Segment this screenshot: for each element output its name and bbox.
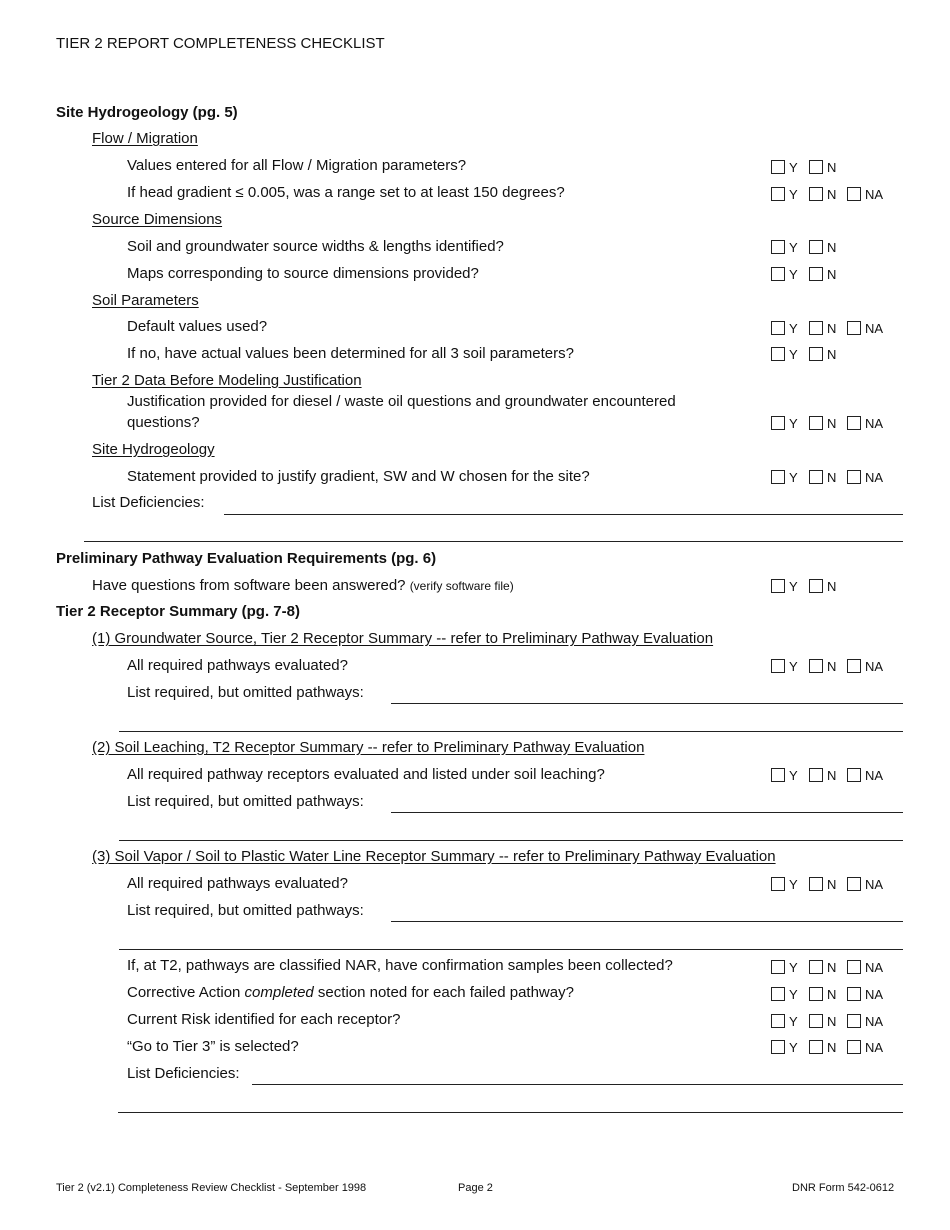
checkbox-n[interactable] — [809, 659, 823, 673]
receptor-deficiencies-line-2[interactable] — [118, 1112, 903, 1113]
subsection-site-hydrogeology: Site Hydrogeology — [92, 441, 215, 458]
checkbox-n[interactable] — [809, 160, 823, 174]
checkbox-y[interactable] — [771, 240, 785, 254]
yn-source-widths: Y N — [771, 239, 847, 255]
checkbox-na[interactable] — [847, 960, 861, 974]
checkbox-y[interactable] — [771, 579, 785, 593]
checkbox-y[interactable] — [771, 416, 785, 430]
checkbox-n[interactable] — [809, 267, 823, 281]
list-deficiencies-label: List Deficiencies: — [92, 494, 205, 511]
ynna-head-gradient: Y N NA — [771, 186, 883, 202]
checkbox-y[interactable] — [771, 187, 785, 201]
ynna-s2-receptors: Y N NA — [771, 767, 883, 783]
subsection-soil-parameters: Soil Parameters — [92, 292, 199, 309]
subsection-flow-migration: Flow / Migration — [92, 130, 198, 147]
deficiencies-line-1[interactable] — [224, 514, 903, 515]
ynna-gradient-statement: Y N NA — [771, 469, 883, 485]
checkbox-n[interactable] — [809, 187, 823, 201]
checkbox-n[interactable] — [809, 579, 823, 593]
omitted-line-s3-1[interactable] — [391, 921, 903, 922]
question-flow-values: Values entered for all Flow / Migration parameters? — [127, 157, 467, 174]
checkbox-na[interactable] — [847, 321, 861, 335]
checkbox-n[interactable] — [809, 877, 823, 891]
subsection-tier2-data: Tier 2 Data Before Modeling Justification — [92, 372, 362, 389]
question-nar-samples: If, at T2, pathways are classified NAR, have confirmation samples been collected? — [127, 957, 673, 974]
checkbox-na[interactable] — [847, 470, 861, 484]
checkbox-n[interactable] — [809, 987, 823, 1001]
yn-source-maps: Y N — [771, 266, 847, 282]
question-justification-line2: questions? — [127, 414, 200, 431]
footer-left: Tier 2 (v2.1) Completeness Review Checklist - September 1998 — [56, 1182, 367, 1194]
list-omitted-label-s2: List required, but omitted pathways: — [127, 793, 364, 810]
section-title-receptor-summary: Tier 2 Receptor Summary (pg. 7-8) — [56, 603, 300, 620]
omitted-line-s2-2[interactable] — [119, 840, 903, 841]
ynna-current-risk: Y N NA — [771, 1013, 883, 1029]
checkbox-y[interactable] — [771, 160, 785, 174]
list-deficiencies-label-receptor: List Deficiencies: — [127, 1065, 240, 1082]
section-title-preliminary-pathway: Preliminary Pathway Evaluation Requirements (pg. 6) — [56, 550, 437, 567]
checkbox-n[interactable] — [809, 347, 823, 361]
question-actual-values: If no, have actual values been determined for all 3 soil parameters? — [127, 345, 574, 362]
deficiencies-line-2[interactable] — [84, 541, 903, 542]
checkbox-y[interactable] — [771, 470, 785, 484]
footer-form-number: DNR Form 542-0612 — [792, 1182, 895, 1194]
omitted-line-s3-2[interactable] — [119, 949, 903, 950]
checkbox-y[interactable] — [771, 659, 785, 673]
question-head-gradient: If head gradient ≤ 0.005, was a range set to at least 150 degrees? — [127, 184, 565, 201]
ynna-corrective-action: Y N NA — [771, 986, 883, 1002]
checkbox-n[interactable] — [809, 321, 823, 335]
question-default-values: Default values used? — [127, 318, 268, 335]
list-omitted-label-s3: List required, but omitted pathways: — [127, 902, 364, 919]
question-source-maps: Maps corresponding to source dimensions provided? — [127, 265, 479, 282]
question-go-to-tier3: “Go to Tier 3” is selected? — [127, 1038, 299, 1055]
checkbox-y[interactable] — [771, 1040, 785, 1054]
question-gradient-statement: Statement provided to justify gradient, SW and W chosen for the site? — [127, 468, 590, 485]
list-omitted-label-s1: List required, but omitted pathways: — [127, 684, 364, 701]
checkbox-na[interactable] — [847, 768, 861, 782]
checkbox-y[interactable] — [771, 877, 785, 891]
checkbox-n[interactable] — [809, 768, 823, 782]
subsection-soil-vapor: (3) Soil Vapor / Soil to Plastic Water Line Receptor Summary -- refer to Preliminary Pathway Evaluation — [92, 848, 776, 865]
ynna-justification: Y N NA — [771, 415, 883, 431]
question-s1-pathways: All required pathways evaluated? — [127, 657, 348, 674]
question-s2-receptors: All required pathway receptors evaluated and listed under soil leaching? — [127, 766, 605, 783]
page-header-title: TIER 2 REPORT COMPLETENESS CHECKLIST — [56, 35, 385, 52]
omitted-line-s1-2[interactable] — [119, 731, 903, 732]
ynna-s3-pathways: Y N NA — [771, 876, 883, 892]
checkbox-y[interactable] — [771, 267, 785, 281]
omitted-line-s1-1[interactable] — [391, 703, 903, 704]
omitted-line-s2-1[interactable] — [391, 812, 903, 813]
receptor-deficiencies-line-1[interactable] — [252, 1084, 903, 1085]
checkbox-na[interactable] — [847, 1040, 861, 1054]
question-corrective-action: Corrective Action completed section noted for each failed pathway? — [127, 984, 574, 1001]
checkbox-n[interactable] — [809, 240, 823, 254]
subsection-source-dimensions: Source Dimensions — [92, 211, 223, 228]
question-justification-line1: Justification provided for diesel / waste oil questions and groundwater encountered — [127, 393, 676, 410]
ynna-s1-pathways: Y N NA — [771, 658, 883, 674]
checkbox-y[interactable] — [771, 960, 785, 974]
checkbox-na[interactable] — [847, 877, 861, 891]
checkbox-n[interactable] — [809, 960, 823, 974]
yn-actual-values: Y N — [771, 346, 847, 362]
subsection-groundwater-source: (1) Groundwater Source, Tier 2 Receptor Summary -- refer to Preliminary Pathway Evaluation — [92, 630, 714, 647]
question-source-widths: Soil and groundwater source widths & lengths identified? — [127, 238, 504, 255]
yn-flow-values: Y N — [771, 159, 847, 175]
checkbox-na[interactable] — [847, 659, 861, 673]
checkbox-na[interactable] — [847, 1014, 861, 1028]
checkbox-y[interactable] — [771, 768, 785, 782]
subsection-soil-leaching: (2) Soil Leaching, T2 Receptor Summary -- refer to Preliminary Pathway Evaluation — [92, 739, 645, 756]
footer-page-number: Page 2 — [458, 1182, 493, 1194]
checkbox-na[interactable] — [847, 187, 861, 201]
checkbox-n[interactable] — [809, 1040, 823, 1054]
ynna-go-to-tier3: Y N NA — [771, 1039, 883, 1055]
checkbox-y[interactable] — [771, 1014, 785, 1028]
checkbox-na[interactable] — [847, 416, 861, 430]
checkbox-na[interactable] — [847, 987, 861, 1001]
checkbox-n[interactable] — [809, 470, 823, 484]
question-current-risk: Current Risk identified for each receptor? — [127, 1011, 401, 1028]
checkbox-n[interactable] — [809, 416, 823, 430]
ynna-nar-samples: Y N NA — [771, 959, 883, 975]
yn-software: Y N — [771, 578, 847, 594]
section-title-site-hydrogeology: Site Hydrogeology (pg. 5) — [56, 104, 238, 121]
checkbox-y[interactable] — [771, 321, 785, 335]
checkbox-y[interactable] — [771, 347, 785, 361]
question-s3-pathways: All required pathways evaluated? — [127, 875, 348, 892]
checkbox-y[interactable] — [771, 987, 785, 1001]
question-software: Have questions from software been answered? (verify software file) — [92, 577, 514, 594]
ynna-default-values: Y N NA — [771, 320, 883, 336]
checkbox-n[interactable] — [809, 1014, 823, 1028]
